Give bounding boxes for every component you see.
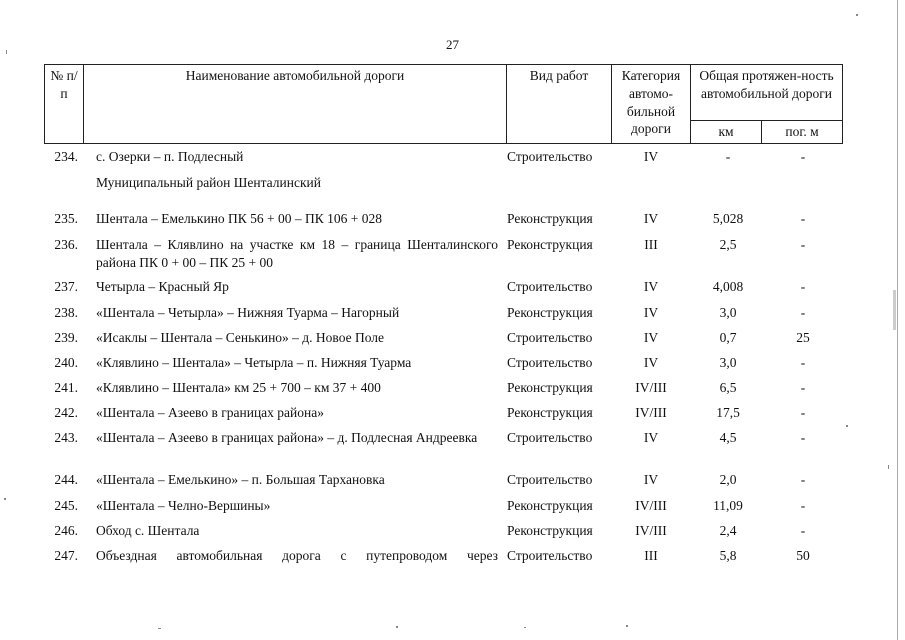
row-road-name: Объездная автомобильная дорога с путепроводом через xyxy=(96,548,498,563)
row-category: IV xyxy=(643,211,659,226)
row-m: - xyxy=(800,498,806,513)
row-work-type: Строительство xyxy=(507,472,593,487)
row-km: 4,008 xyxy=(712,279,744,294)
scan-speck xyxy=(893,290,896,330)
row-km: - xyxy=(725,149,731,164)
row-work-type: Реконструкция xyxy=(507,498,593,513)
row-category: IV xyxy=(643,430,659,445)
section-title: Муниципальный район Шенталинский xyxy=(96,175,321,190)
header-total-length: Общая протяжен-ность автомобильной дороги xyxy=(691,65,843,121)
row-m: - xyxy=(800,430,806,445)
row-num: 236. xyxy=(54,237,78,252)
row-work-type: Строительство xyxy=(507,279,593,294)
row-km: 5,028 xyxy=(712,211,744,226)
row-km: 3,0 xyxy=(719,355,737,370)
row-num: 243. xyxy=(54,430,78,445)
row-road-name: Четырла – Красный Яр xyxy=(96,279,229,294)
row-m: 50 xyxy=(796,548,810,563)
row-m: - xyxy=(800,237,806,252)
row-category: III xyxy=(644,548,658,563)
row-work-type: Реконструкция xyxy=(507,380,593,395)
row-num: 247. xyxy=(54,548,78,563)
row-category: IV/III xyxy=(635,523,667,538)
header-category: Категория автомо-бильной дороги xyxy=(612,65,691,144)
row-num: 234. xyxy=(54,149,78,164)
row-work-type: Реконструкция xyxy=(507,237,593,252)
scan-speck xyxy=(396,626,398,628)
scan-speck xyxy=(626,625,628,627)
row-m: - xyxy=(800,523,806,538)
row-num: 235. xyxy=(54,211,78,226)
row-road-name: «Клявлино – Шентала» км 25 + 700 – км 37 + 400 xyxy=(96,380,381,395)
row-category: IV xyxy=(643,330,659,345)
row-road-name: Шентала – Емелькино ПК 56 + 00 – ПК 106 + 028 xyxy=(96,211,383,226)
scan-speck xyxy=(856,14,858,16)
row-work-type: Строительство xyxy=(507,330,593,345)
scan-speck xyxy=(6,50,7,54)
row-km: 17,5 xyxy=(716,405,740,420)
row-num: 240. xyxy=(54,355,78,370)
scan-speck xyxy=(846,425,848,427)
row-work-type: Строительство xyxy=(507,548,593,563)
header-m: пог. м xyxy=(762,121,843,144)
row-road-name: «Шентала – Емелькино» – п. Большая Тархановка xyxy=(96,472,385,487)
row-work-type: Строительство xyxy=(507,149,593,164)
scan-speck xyxy=(158,628,161,629)
scan-speck xyxy=(4,498,6,500)
header-work: Вид работ xyxy=(507,65,612,144)
row-num: 241. xyxy=(54,380,78,395)
row-km: 2,5 xyxy=(719,237,737,252)
row-category: IV xyxy=(643,279,659,294)
header-km: км xyxy=(691,121,762,144)
row-category: IV/III xyxy=(635,405,667,420)
row-category: IV xyxy=(643,472,659,487)
row-num: 245. xyxy=(54,498,78,513)
row-m: - xyxy=(800,355,806,370)
row-work-type: Реконструкция xyxy=(507,405,593,420)
row-km: 11,09 xyxy=(713,498,743,513)
row-km: 5,8 xyxy=(719,548,737,563)
row-category: III xyxy=(644,237,658,252)
row-num: 246. xyxy=(54,523,78,538)
row-m: - xyxy=(800,149,806,164)
row-category: IV/III xyxy=(635,498,667,513)
row-category: IV xyxy=(643,149,659,164)
row-m: - xyxy=(800,305,806,320)
row-km: 0,7 xyxy=(719,330,737,345)
row-num: 242. xyxy=(54,405,78,420)
row-road-name: Шентала – Клявлино на участке км 18 – граница Шенталинского района ПК 0 + 00 – ПК 25 + 00 xyxy=(96,237,498,270)
row-road-name: «Шентала – Челно-Вершины» xyxy=(96,498,271,513)
row-m: - xyxy=(800,405,806,420)
row-num: 239. xyxy=(54,330,78,345)
page-number: 27 xyxy=(446,37,459,52)
row-road-name: «Шентала – Азеево в границах района» xyxy=(96,405,324,420)
row-work-type: Реконструкция xyxy=(507,305,593,320)
row-km: 4,5 xyxy=(719,430,737,445)
row-road-name: «Шентала – Четырла» – Нижняя Туарма – Нагорный xyxy=(96,305,400,320)
row-category: IV xyxy=(643,355,659,370)
row-km: 6,5 xyxy=(719,380,737,395)
row-road-name: «Исаклы – Шентала – Сенькино» – д. Новое Поле xyxy=(96,330,385,345)
scan-speck xyxy=(524,627,526,628)
row-km: 2,4 xyxy=(719,523,737,538)
header-num: № п/п xyxy=(45,65,84,144)
row-category: IV/III xyxy=(635,380,667,395)
row-km: 3,0 xyxy=(719,305,737,320)
row-m: - xyxy=(800,211,806,226)
scan-edge-line xyxy=(897,0,898,640)
row-km: 2,0 xyxy=(719,472,737,487)
row-category: IV xyxy=(643,305,659,320)
header-name: Наименование автомобильной дороги xyxy=(84,65,507,144)
table-header xyxy=(44,64,843,144)
row-work-type: Реконструкция xyxy=(507,211,593,226)
scan-speck xyxy=(888,465,889,469)
row-m: - xyxy=(800,380,806,395)
row-road-name: «Клявлино – Шентала» – Четырла – п. Нижняя Туарма xyxy=(96,355,412,370)
row-m: - xyxy=(800,472,806,487)
row-work-type: Строительство xyxy=(507,430,593,445)
row-work-type: Реконструкция xyxy=(507,523,593,538)
row-num: 238. xyxy=(54,305,78,320)
row-road-name: «Шентала – Азеево в границах района» – д. Подлесная Андреевка xyxy=(96,430,478,445)
row-road-name: Обход с. Шентала xyxy=(96,523,200,538)
row-road-name: с. Озерки – п. Подлесный xyxy=(96,149,244,164)
row-work-type: Строительство xyxy=(507,355,593,370)
row-m: 25 xyxy=(796,330,810,345)
row-m: - xyxy=(800,279,806,294)
row-num: 237. xyxy=(54,279,78,294)
row-num: 244. xyxy=(54,472,78,487)
